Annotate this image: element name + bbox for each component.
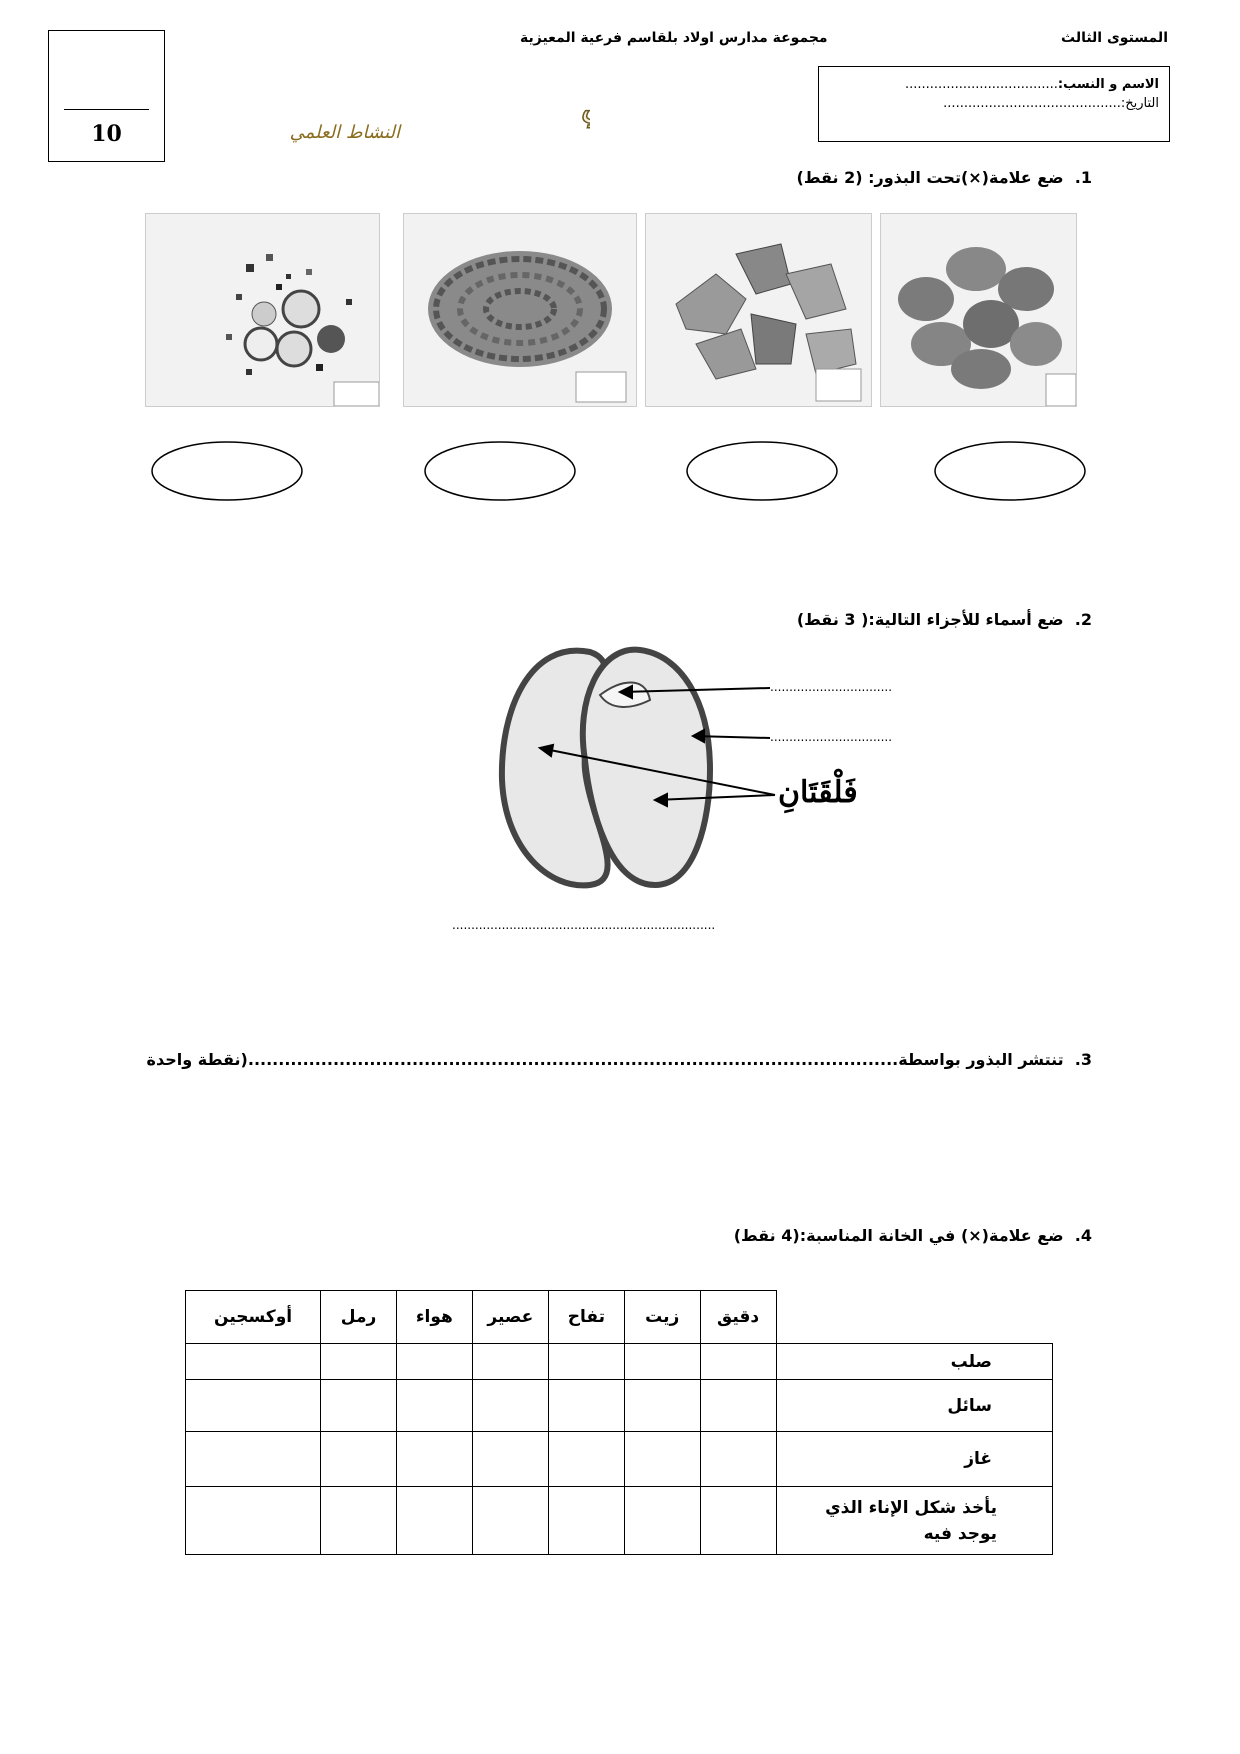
answer-cell[interactable]	[624, 1432, 700, 1487]
answer-cell[interactable]	[700, 1344, 776, 1380]
answer-cell[interactable]	[472, 1344, 548, 1380]
question-4-text: ضع علامة(×) في الخانة المناسبة:(4 نقط)	[733, 1226, 1064, 1245]
table-row	[186, 1344, 1053, 1380]
label-line-2[interactable]: ................................	[770, 730, 893, 744]
answer-cell[interactable]	[472, 1380, 548, 1432]
answer-cell[interactable]	[700, 1432, 776, 1487]
answer-cell[interactable]	[700, 1487, 776, 1555]
answer-cell[interactable]	[548, 1432, 624, 1487]
answer-cell[interactable]	[472, 1432, 548, 1487]
table-row	[186, 1487, 1053, 1555]
beans-icon	[881, 214, 1076, 406]
states-table	[185, 1290, 1053, 1555]
answer-cell[interactable]	[321, 1344, 397, 1380]
title-logo	[240, 76, 590, 146]
table-header-row	[186, 1291, 1053, 1344]
answer-cell[interactable]	[548, 1380, 624, 1432]
logo-artwork	[240, 76, 590, 146]
date-label: التاريخ:	[1120, 96, 1159, 111]
answer-cell[interactable]	[396, 1432, 472, 1487]
level-label: المستوى الثالث	[1061, 30, 1168, 46]
cotyledons-label: فَلْقَتَانِ	[778, 775, 858, 810]
answer-oval-1[interactable]	[150, 440, 305, 503]
answer-cell[interactable]	[624, 1344, 700, 1380]
column-header: هواء	[396, 1291, 472, 1344]
answer-oval-4[interactable]	[933, 440, 1088, 503]
answer-cell[interactable]	[186, 1432, 321, 1487]
answer-cell[interactable]	[186, 1487, 321, 1555]
beads-icon	[146, 214, 379, 406]
name-row	[829, 75, 1159, 94]
column-header: تفاح	[548, 1291, 624, 1344]
score-box	[48, 30, 165, 162]
student-info-box	[818, 66, 1170, 142]
name-label: الاسم و النسب:	[1057, 77, 1159, 92]
question-2-text: ضع أسماء للأجزاء التالية:( 3 نقط)	[796, 610, 1064, 629]
answer-cell[interactable]	[186, 1344, 321, 1380]
question-3-number: 3.	[1074, 1050, 1092, 1069]
score-total: 10	[91, 121, 122, 147]
row-label: غاز	[776, 1432, 1052, 1487]
answer-cell[interactable]	[624, 1487, 700, 1555]
beans-image	[880, 213, 1077, 407]
school-name: مجموعة مدارس اولاد بلقاسم فرعية المعيزية	[520, 30, 828, 46]
answer-cell[interactable]	[321, 1432, 397, 1487]
answer-cell[interactable]	[321, 1487, 397, 1555]
beads-image	[145, 213, 380, 407]
answer-cell[interactable]	[396, 1487, 472, 1555]
answer-cell[interactable]	[186, 1380, 321, 1432]
answer-cell[interactable]	[548, 1487, 624, 1555]
answer-cell[interactable]	[472, 1487, 548, 1555]
column-header: دقيق	[700, 1291, 776, 1344]
answer-cell[interactable]	[321, 1380, 397, 1432]
row-label: يأخذ شكل الإناء الذي يوجد فيه	[776, 1487, 1052, 1555]
answer-cell[interactable]	[396, 1380, 472, 1432]
table-row	[186, 1380, 1053, 1432]
stones-icon	[646, 214, 871, 406]
question-4-number: 4.	[1074, 1226, 1092, 1245]
row-label: سائل	[776, 1380, 1052, 1432]
answer-cell[interactable]	[624, 1380, 700, 1432]
question-2-number: 2.	[1074, 610, 1092, 629]
question-3	[147, 1050, 1092, 1069]
answer-cell[interactable]	[700, 1380, 776, 1432]
svg-text:النشاط العلمي: النشاط العلمي	[289, 122, 400, 143]
question-2	[797, 610, 1092, 629]
answer-oval-2[interactable]	[423, 440, 578, 503]
stones-image	[645, 213, 872, 407]
svg-text:فرض 1 في النشاط العلمي	[580, 82, 590, 128]
table-corner	[776, 1291, 1052, 1344]
column-header: عصير	[472, 1291, 548, 1344]
answer-oval-3[interactable]	[685, 440, 840, 503]
question-1-number: 1.	[1074, 168, 1092, 187]
question-4	[734, 1226, 1092, 1245]
seed-diagram	[480, 640, 920, 900]
wheat-grains-icon	[404, 214, 636, 406]
answer-cell[interactable]	[548, 1344, 624, 1380]
column-header: زيت	[624, 1291, 700, 1344]
date-field[interactable]: ...........................................	[943, 96, 1121, 111]
question-1-text: ضع علامة(×)تحت البذور: (2 نقط)	[796, 168, 1064, 187]
name-field[interactable]: .....................................	[905, 77, 1058, 92]
label-line-1[interactable]: ................................	[770, 680, 893, 694]
column-header: رمل	[321, 1291, 397, 1344]
seed-outline	[502, 650, 710, 886]
score-divider	[64, 109, 149, 110]
column-header: أوكسجين	[186, 1291, 321, 1344]
row-label: صلب	[776, 1344, 1052, 1380]
table-row	[186, 1432, 1053, 1487]
date-row	[829, 94, 1159, 113]
question-1	[797, 168, 1092, 187]
wheat-image	[403, 213, 637, 407]
answer-cell[interactable]	[396, 1344, 472, 1380]
question-3-text[interactable]: تنتشر البذور بواسطة...........................................................................................................(نقطة واحدة	[146, 1050, 1064, 1069]
label-line-bottom[interactable]: .....................................................................	[452, 918, 716, 932]
